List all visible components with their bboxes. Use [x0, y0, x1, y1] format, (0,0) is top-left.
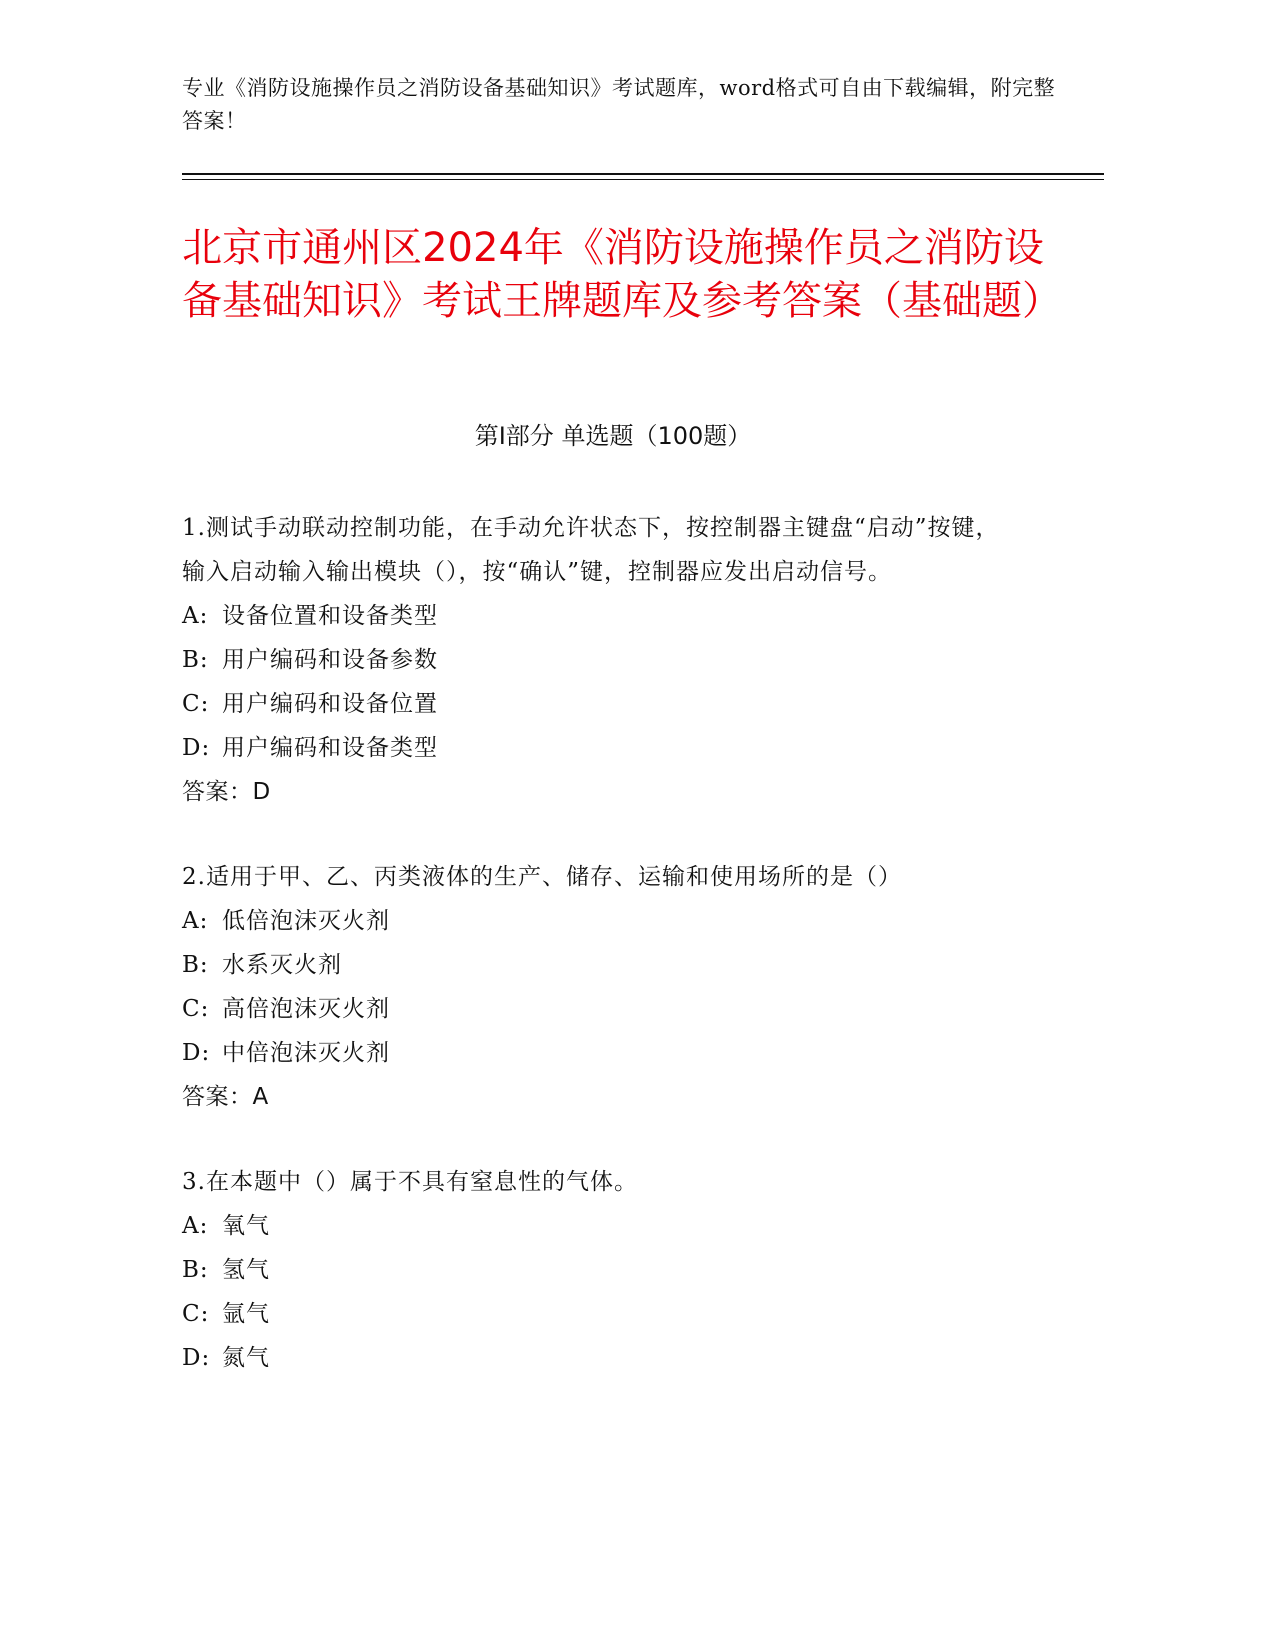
question-1 [182, 506, 1022, 814]
option-a [182, 899, 1022, 943]
option-text: 用户编码和设备位置 [222, 691, 438, 717]
option-key: C: [182, 1301, 210, 1327]
option-text: 氧气 [222, 1213, 270, 1239]
answer-label: 答案： [182, 1084, 253, 1110]
option-text: 氮气 [222, 1345, 270, 1371]
option-d [182, 1031, 1022, 1075]
option-key: D: [182, 1345, 211, 1371]
document-title: 北京市通州区2024年《消防设施操作员之消防设备基础知识》考试王牌题库及参考答案（基础题） [182, 225, 1062, 324]
option-text: 低倍泡沫灭火剂 [222, 908, 390, 934]
option-a [182, 1204, 1022, 1248]
option-text: 用户编码和设备参数 [222, 647, 438, 673]
answer-line [182, 1075, 1022, 1119]
header-divider-thick [182, 173, 1104, 175]
section-heading: 第I部分 单选题（100题） [474, 422, 752, 450]
question-stem: 2.适用于甲、乙、丙类液体的生产、储存、运输和使用场所的是（） [182, 864, 902, 890]
option-key: A: [182, 603, 209, 629]
option-text: 用户编码和设备类型 [222, 735, 438, 761]
option-d [182, 726, 1022, 770]
answer-label: 答案： [182, 779, 253, 805]
answer-value: A [252, 1084, 269, 1110]
answer-line [182, 770, 1022, 814]
option-text: 中倍泡沫灭火剂 [222, 1040, 390, 1066]
option-d [182, 1336, 1022, 1380]
question-stem: 1.测试手动联动控制功能，在手动允许状态下，按控制器主键盘“启动”按键，输入启动输入输出模块（），按“确认”键，控制器应发出启动信号。 [182, 515, 1000, 585]
option-key: B: [182, 1257, 209, 1283]
option-b [182, 638, 1022, 682]
option-a [182, 594, 1022, 638]
option-c [182, 682, 1022, 726]
option-c [182, 1292, 1022, 1336]
option-b [182, 943, 1022, 987]
option-key: B: [182, 647, 209, 673]
option-key: C: [182, 996, 210, 1022]
option-text: 设备位置和设备类型 [222, 603, 438, 629]
option-text: 高倍泡沫灭火剂 [222, 996, 390, 1022]
question-2 [182, 855, 1022, 1119]
option-text: 氢气 [222, 1257, 270, 1283]
option-c [182, 987, 1022, 1031]
header-divider-thin [182, 179, 1104, 180]
option-key: A: [182, 1213, 209, 1239]
question-list [182, 506, 1022, 1421]
answer-value: D [252, 779, 271, 805]
option-key: A: [182, 908, 209, 934]
question-3 [182, 1160, 1022, 1380]
option-key: B: [182, 952, 209, 978]
option-key: D: [182, 1040, 211, 1066]
option-b [182, 1248, 1022, 1292]
question-stem: 3.在本题中（）属于不具有窒息性的气体。 [182, 1169, 638, 1195]
option-text: 氩气 [222, 1301, 270, 1327]
option-text: 水系灭火剂 [222, 952, 342, 978]
option-key: D: [182, 735, 211, 761]
header-note: 专业《消防设施操作员之消防设备基础知识》考试题库，word格式可自由下载编辑，附完整答案！ [182, 76, 1056, 133]
option-key: C: [182, 691, 210, 717]
